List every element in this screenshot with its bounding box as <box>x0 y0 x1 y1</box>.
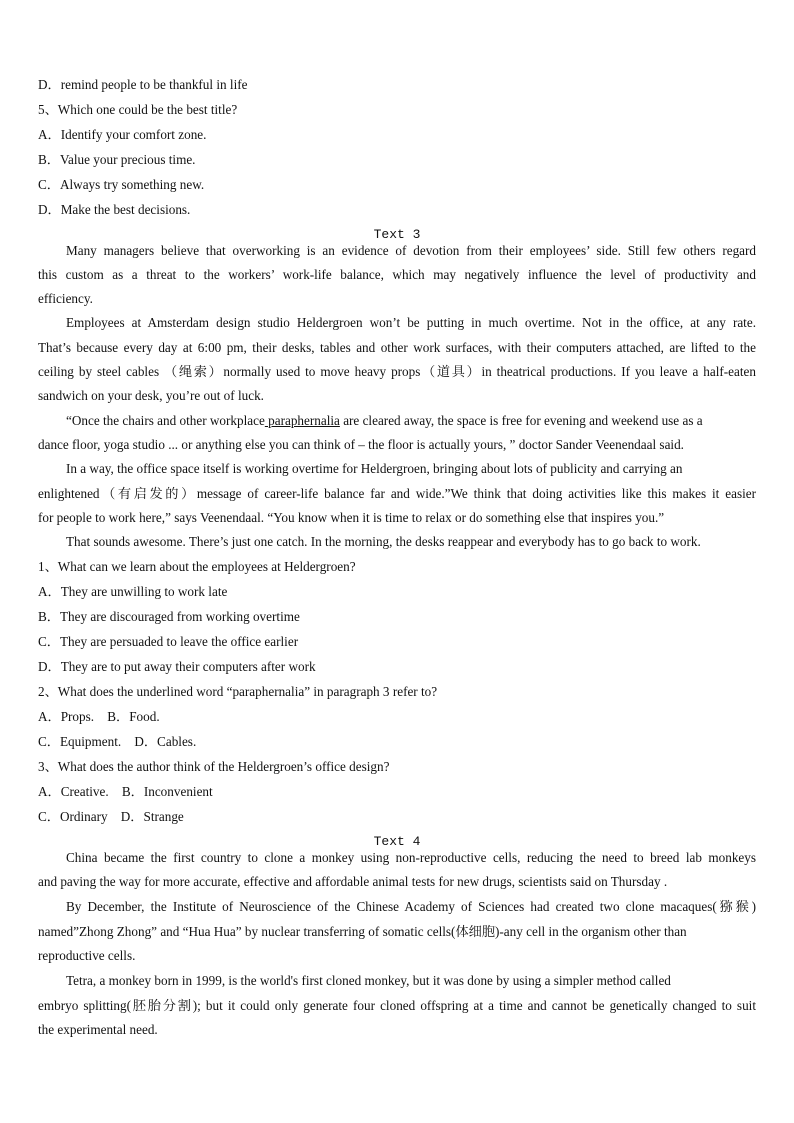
text3-question: C．Equipment. D．Cables. <box>38 734 197 749</box>
text4-p3-line: the experimental need. <box>38 1022 158 1037</box>
text3-question: 2、What does the underlined word “paraphernalia” in paragraph 3 refer to? <box>38 684 438 699</box>
text3-p1-line: this custom as a threat to the workers’ work-life balance, which may negatively influence the level of productivity and <box>38 267 756 282</box>
text4-p3-line: embryo splitting(胚胎分割); but it could only generate four cloned offspring at a time and cannot be genetically changed to suit <box>38 998 756 1013</box>
p3-end: are cleared away, the space is free for evening and weekend use as a <box>339 413 703 428</box>
text3-p2-line: That’s because every day at 6:00 pm, their desks, tables and other work surfaces, with their computers attached, are lifted to the <box>38 340 756 355</box>
text3-question: 3、What does the author think of the Heldergroen’s office design? <box>38 759 390 774</box>
text3-question: C．They are persuaded to leave the office earlier <box>38 634 299 649</box>
text4-p1-line: China became the first country to clone a monkey using non-reproductive cells, reducing the need to breed lab monkeys <box>66 850 756 865</box>
text4-p2-line: By December, the Institute of Neuroscience of the Chinese Academy of Sciences had created two clone macaques(猕猴) <box>66 899 756 914</box>
text3-p2-line: sandwich on your desk, you’re out of luck. <box>38 388 264 403</box>
q5-option-d: D．Make the best decisions. <box>38 202 191 217</box>
text3-p3-line: dance floor, yoga studio ... or anything else you can think of – the floor is actually yours, ” doctor Sander Veenendaal said. <box>38 437 684 452</box>
text3-question: A．They are unwilling to work late <box>38 584 228 599</box>
text3-question: C．Ordinary D．Strange <box>38 809 184 824</box>
text3-p4-line: In a way, the office space itself is working overtime for Heldergroen, bringing about lots of publicity and carrying an <box>66 461 683 476</box>
q5-option-c: C．Always try something new. <box>38 177 205 192</box>
p3-start: “Once the chairs and other workplace <box>66 413 265 428</box>
text3-question: A．Creative. B．Inconvenient <box>38 784 213 799</box>
text3-question: A．Props. B．Food. <box>38 709 160 724</box>
text3-p5: That sounds awesome. There’s just one catch. In the morning, the desks reappear and everybody has to go back to work. <box>66 534 701 549</box>
text4-p1-line: and paving the way for more accurate, effective and affordable animal tests for new drugs, scientists said on Thursday . <box>38 874 668 889</box>
text3-p4-line: enlightened（有启发的）message of career-life balance far and wide.”We think that doing activities like this makes it easier <box>38 486 756 501</box>
text3-p3-line <box>66 413 703 429</box>
text4-p3-line: Tetra, a monkey born in 1999, is the world's first cloned monkey, but it was done by using a simpler method called <box>66 973 671 988</box>
option-d: D．remind people to be thankful in life <box>38 77 248 92</box>
q5-option-b: B．Value your precious time. <box>38 152 196 167</box>
underlined-word: paraphernalia <box>264 413 340 428</box>
text4-title: Text 4 <box>373 834 421 849</box>
text3-p1-line: Many managers believe that overworking is an evidence of devotion from their employees’ side. Still few others regard <box>66 243 756 258</box>
text3-question: B．They are discouraged from working overtime <box>38 609 300 624</box>
text3-p4-line: for people to work here,” says Veenendaal. “You know when it is time to relax or do something else that inspires you.” <box>38 510 665 525</box>
text3-title: Text 3 <box>373 227 421 242</box>
question-5: 5、Which one could be the best title? <box>38 102 238 117</box>
text3-p2-line: Employees at Amsterdam design studio Heldergroen won’t be putting in much overtime. Not in the office, at any rate. <box>66 315 756 330</box>
text3-p2-line: ceiling by steel cables （绳索）normally used to move heavy props（道具）in theatrical productions. If you leave a half-eaten <box>38 364 756 379</box>
text3-question: 1、What can we learn about the employees at Heldergroen? <box>38 559 356 574</box>
text3-p1-line: efficiency. <box>38 291 93 306</box>
text4-p2-line: named”Zhong Zhong” and “Hua Hua” by nuclear transferring of somatic cells(体细胞)-any cell in the organism other than <box>38 924 687 939</box>
text4-p2-line: reproductive cells. <box>38 948 136 963</box>
text3-question: D．They are to put away their computers after work <box>38 659 316 674</box>
q5-option-a: A．Identify your comfort zone. <box>38 127 207 142</box>
